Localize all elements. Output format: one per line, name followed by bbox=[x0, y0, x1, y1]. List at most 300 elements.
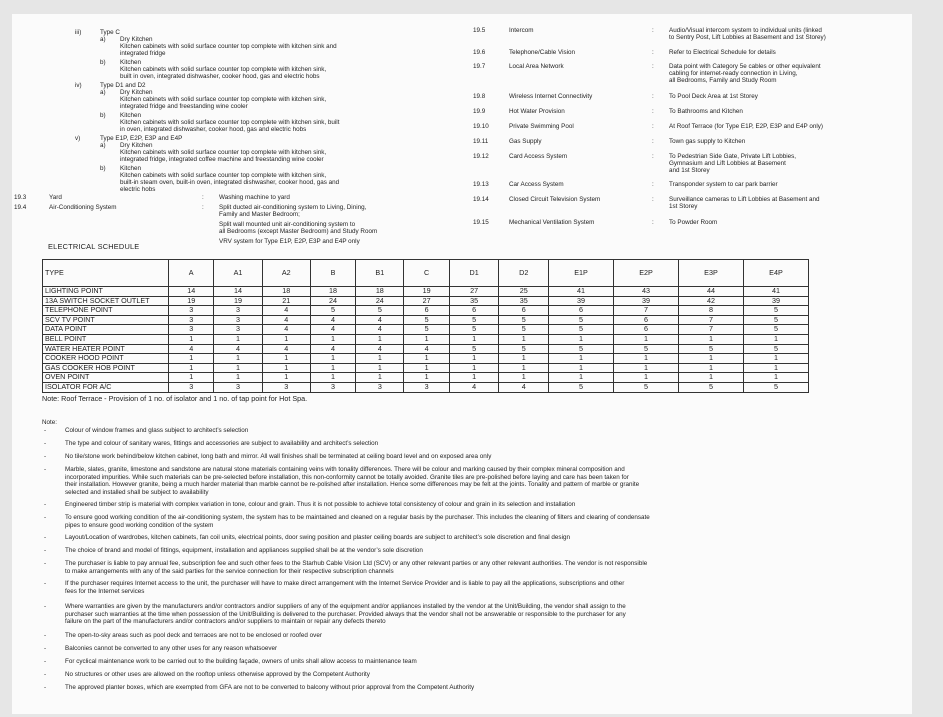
section-label: Gas Supply bbox=[509, 138, 542, 145]
spec-line: Kitchen cabinets with solid surface counter top complete with kitchen sink and bbox=[120, 43, 337, 50]
note-text: to make arrangements with any of the said parties for the service connection for their respective subscription channels bbox=[65, 567, 394, 575]
column-header: D2 bbox=[499, 260, 549, 287]
table-cell: 3 bbox=[310, 382, 355, 392]
section-label: Wireless Internet Connectivity bbox=[509, 93, 593, 100]
section-number: 19.4 bbox=[14, 204, 27, 211]
table-cell: 5 bbox=[743, 306, 808, 316]
table-cell: 3 bbox=[169, 325, 214, 335]
table-cell: 1 bbox=[169, 363, 214, 373]
table-cell: 1 bbox=[678, 354, 743, 364]
table-cell: 1 bbox=[310, 354, 355, 364]
row-label: 13A SWITCH SOCKET OUTLET bbox=[43, 296, 169, 306]
column-header: B bbox=[310, 260, 355, 287]
table-cell: 1 bbox=[549, 373, 614, 383]
note-text: pipes to ensure good working condition of the system bbox=[65, 521, 214, 529]
table-cell: 1 bbox=[214, 363, 262, 373]
table-cell: 1 bbox=[499, 334, 549, 344]
sub-heading: Dry Kitchen bbox=[120, 36, 153, 43]
table-cell: 1 bbox=[169, 334, 214, 344]
table-cell: 4 bbox=[310, 325, 355, 335]
table-cell: 1 bbox=[262, 334, 310, 344]
section-label: Telephone/Cable Vision bbox=[509, 49, 576, 56]
table-cell: 39 bbox=[614, 296, 679, 306]
sub-letter: a) bbox=[100, 36, 106, 43]
section-text: Data point with Category 5e cables or other equivalent bbox=[669, 63, 821, 70]
table-cell: 6 bbox=[499, 306, 549, 316]
table-cell: 27 bbox=[404, 296, 449, 306]
table-cell: 24 bbox=[310, 296, 355, 306]
colon: : bbox=[202, 194, 204, 201]
section-number: 19.8 bbox=[473, 93, 486, 100]
table-cell: 1 bbox=[743, 373, 808, 383]
bullet-dash: - bbox=[44, 645, 47, 652]
bullet-dash: - bbox=[44, 547, 47, 554]
spec-line: Kitchen cabinets with solid surface counter top complete with kitchen sink, bbox=[120, 149, 327, 156]
section-text: Town gas supply to Kitchen bbox=[669, 138, 746, 145]
sub-letter: a) bbox=[100, 142, 106, 149]
bullet-dash: - bbox=[44, 560, 47, 567]
colon: : bbox=[652, 181, 654, 188]
table-cell: 1 bbox=[449, 363, 499, 373]
table-cell: 5 bbox=[404, 315, 449, 325]
section-text: Surveillance cameras to Lift Lobbies at Basement and bbox=[669, 196, 820, 203]
note-text: Marble, slates, granite, limestone and sandstone are natural stone materials containing veins with tonality differences. There will be colour and marking caused by their complex mineral composition and bbox=[65, 466, 625, 473]
note-text: Where warranties are given by the manufacturers and/or contractors and/or suppliers of any of the equipment and/or appliances installed by the vendor at the Unit/Building, the vendor shall assign to the bbox=[65, 603, 626, 610]
section-text: Family and Master Bedroom; bbox=[219, 211, 300, 218]
table-cell: 1 bbox=[356, 373, 404, 383]
note-text: purchaser such warranties at the time when possession of the Unit/Building is delivered to the purchaser. Provided always that the vendor shall not be answerable or responsible to the purchaser for any bbox=[65, 610, 626, 618]
section-text: Transponder system to car park barrier bbox=[669, 181, 778, 188]
section-number: 19.11 bbox=[473, 138, 489, 145]
column-header: B1 bbox=[356, 260, 404, 287]
table-header-row bbox=[43, 260, 809, 287]
table-cell: 1 bbox=[356, 354, 404, 364]
section-label: Mechanical Ventilation System bbox=[509, 219, 595, 226]
table-cell: 1 bbox=[678, 373, 743, 383]
bullet-dash: - bbox=[44, 671, 47, 678]
table-cell: 4 bbox=[356, 325, 404, 335]
table-cell: 1 bbox=[743, 354, 808, 364]
sub-heading: Dry Kitchen bbox=[120, 142, 153, 149]
colon: : bbox=[652, 219, 654, 226]
sub-letter: b) bbox=[100, 112, 106, 119]
table-cell: 1 bbox=[262, 354, 310, 364]
schedule-title: ELECTRICAL SCHEDULE bbox=[48, 242, 140, 251]
section-label: Closed Circuit Television System bbox=[509, 196, 601, 203]
table-cell: 3 bbox=[214, 325, 262, 335]
table-cell: 4 bbox=[356, 344, 404, 354]
table-cell: 4 bbox=[356, 315, 404, 325]
table-cell: 5 bbox=[549, 315, 614, 325]
row-label: BELL POINT bbox=[43, 334, 169, 344]
table-cell: 1 bbox=[214, 373, 262, 383]
sub-heading: Kitchen bbox=[120, 112, 142, 119]
section-number: 19.5 bbox=[473, 27, 486, 34]
note-text: The purchaser is liable to pay annual fee, subscription fee and such other fees to the Starhub Cable Vision Ltd (SCV) or any other relevant parties or any other relevant authorities. The vendor is not responsible bbox=[65, 560, 648, 567]
table-cell: 18 bbox=[356, 287, 404, 297]
bullet-dash: - bbox=[44, 514, 47, 521]
section-number: 19.7 bbox=[473, 63, 486, 70]
bullet-dash: - bbox=[44, 440, 47, 447]
colon: : bbox=[652, 93, 654, 100]
column-header: C bbox=[404, 260, 449, 287]
table-cell: 18 bbox=[262, 287, 310, 297]
item-title: Type C bbox=[100, 29, 120, 36]
table-cell: 5 bbox=[499, 344, 549, 354]
section-label: Air-Conditioning System bbox=[49, 204, 117, 211]
colon: : bbox=[652, 49, 654, 56]
colon: : bbox=[652, 138, 654, 145]
table-cell: 4 bbox=[310, 315, 355, 325]
table-row bbox=[43, 373, 809, 383]
table-cell: 5 bbox=[449, 325, 499, 335]
table-cell: 7 bbox=[614, 306, 679, 316]
table-cell: 1 bbox=[449, 334, 499, 344]
table-cell: 5 bbox=[743, 382, 808, 392]
table-cell: 4 bbox=[262, 315, 310, 325]
section-text: Split ducted air-conditioning system to Living, Dining, bbox=[219, 204, 367, 211]
table-cell: 3 bbox=[169, 306, 214, 316]
table-cell: 21 bbox=[262, 296, 310, 306]
table-cell: 4 bbox=[404, 344, 449, 354]
colon: : bbox=[652, 153, 654, 160]
table-cell: 4 bbox=[262, 306, 310, 316]
table-cell: 1 bbox=[404, 334, 449, 344]
colon: : bbox=[202, 204, 204, 211]
table-cell: 19 bbox=[169, 296, 214, 306]
bullet-dash: - bbox=[44, 603, 47, 610]
note-text: No structures or other uses are allowed on the rooftop unless otherwise approved by the Competent Authority bbox=[65, 671, 370, 678]
bullet-dash: - bbox=[44, 658, 47, 665]
table-cell: 5 bbox=[549, 325, 614, 335]
table-cell: 1 bbox=[356, 334, 404, 344]
row-label: SCV TV POINT bbox=[43, 315, 169, 325]
note-text: The type and colour of sanitary wares, fittings and accessories are subject to availability and architect’s selection bbox=[65, 440, 379, 447]
table-cell: 3 bbox=[214, 382, 262, 392]
row-label: LIGHTING POINT bbox=[43, 287, 169, 297]
table-cell: 1 bbox=[549, 334, 614, 344]
table-cell: 1 bbox=[262, 363, 310, 373]
spec-line: Kitchen cabinets with solid surface counter top complete with kitchen sink, bbox=[120, 66, 327, 73]
table-cell: 1 bbox=[404, 363, 449, 373]
bullet-dash: - bbox=[44, 632, 47, 639]
spec-line: integrated fridge bbox=[120, 50, 166, 57]
document-page bbox=[12, 14, 912, 714]
table-cell: 7 bbox=[678, 315, 743, 325]
table-cell: 8 bbox=[678, 306, 743, 316]
section-label: Card Access System bbox=[509, 153, 568, 160]
section-label: Private Swimming Pool bbox=[509, 123, 574, 130]
table-cell: 5 bbox=[499, 315, 549, 325]
note-text: incorporated impurities. While such materials can be pre-selected before installation, this non-conformity cannot be totally avoided. Granite tiles are pre-polished before laying and care has been taken for bbox=[65, 473, 629, 481]
note-text: Balconies cannot be converted to any other uses for any reason whatsoever bbox=[65, 645, 278, 652]
section-number: 19.9 bbox=[473, 108, 486, 115]
table-cell: 4 bbox=[262, 325, 310, 335]
table-row bbox=[43, 306, 809, 316]
table-cell: 4 bbox=[449, 382, 499, 392]
table-cell: 1 bbox=[449, 373, 499, 383]
table-cell: 5 bbox=[678, 344, 743, 354]
section-text: to Sentry Post, Lift Lobbies at Basement and 1st Storey) bbox=[669, 34, 826, 42]
row-label: DATA POINT bbox=[43, 325, 169, 335]
table-cell: 1 bbox=[678, 334, 743, 344]
sub-heading: Dry Kitchen bbox=[120, 89, 153, 96]
section-number: 19.12 bbox=[473, 153, 489, 160]
electrical-schedule-table bbox=[42, 259, 809, 393]
column-header: E2P bbox=[614, 260, 679, 287]
note-text: No tile/stone work behind/below kitchen cabinet, long bath and mirror. All wall finishes shall be terminated at ceiling board level and on exposed area only bbox=[65, 453, 492, 460]
colon: : bbox=[652, 27, 654, 34]
spec-line: Kitchen cabinets with solid surface counter top complete with kitchen sink, built bbox=[120, 119, 340, 126]
section-text: all Bedrooms, Family and Study Room bbox=[669, 77, 777, 85]
section-text: cabling for internet-ready connection in Living, bbox=[669, 70, 798, 78]
note-text: The choice of brand and model of fittings, equipment, installation and appliances supplied shall be at the vendor’s sole discretion bbox=[65, 547, 423, 554]
bullet-dash: - bbox=[44, 466, 47, 473]
table-cell: 6 bbox=[449, 306, 499, 316]
table-row bbox=[43, 334, 809, 344]
row-label: TELEPHONE POINT bbox=[43, 306, 169, 316]
note-text: failure on the part of the manufacturers and/or contractors and/or suppliers to maintain or repair any defects thereto bbox=[65, 618, 386, 626]
table-cell: 4 bbox=[262, 344, 310, 354]
table-cell: 5 bbox=[743, 325, 808, 335]
table-cell: 5 bbox=[356, 306, 404, 316]
note-text: The approved planter boxes, which are exempted from GFA are not to be converted to balcony without prior approval from the Competent Authority bbox=[65, 684, 475, 691]
section-text: At Roof Terrace (for Type E1P, E2P, E3P and E4P only) bbox=[669, 123, 824, 130]
colon: : bbox=[652, 63, 654, 70]
table-cell: 35 bbox=[499, 296, 549, 306]
schedule-footnote: Note: Roof Terrace - Provision of 1 no. of isolator and 1 no. of tap point for Hot Spa. bbox=[42, 394, 308, 403]
colon: : bbox=[652, 108, 654, 115]
table-cell: 1 bbox=[499, 373, 549, 383]
spec-line: Kitchen cabinets with solid surface counter top complete with kitchen sink, bbox=[120, 172, 327, 179]
table-cell: 6 bbox=[549, 306, 614, 316]
note-text: For cyclical maintenance work to be carried out to the building façade, owners of units shall allow access to maintenance team bbox=[65, 658, 417, 665]
table-cell: 1 bbox=[743, 363, 808, 373]
column-header: A bbox=[169, 260, 214, 287]
table-cell: 27 bbox=[449, 287, 499, 297]
table-cell: 3 bbox=[169, 382, 214, 392]
item-title: Type D1 and D2 bbox=[100, 82, 146, 89]
section-number: 19.15 bbox=[473, 219, 489, 226]
table-cell: 6 bbox=[614, 315, 679, 325]
table-cell: 1 bbox=[214, 334, 262, 344]
section-text: and 1st Storey bbox=[669, 167, 710, 175]
table-cell: 14 bbox=[169, 287, 214, 297]
table-cell: 5 bbox=[549, 382, 614, 392]
table-cell: 4 bbox=[169, 344, 214, 354]
table-cell: 1 bbox=[614, 334, 679, 344]
section-text: all Bedrooms (except Master Bedroom) and Study Room bbox=[219, 228, 378, 235]
section-text: To Powder Room bbox=[669, 219, 718, 226]
table-cell: 5 bbox=[614, 344, 679, 354]
colon: : bbox=[652, 196, 654, 203]
table-cell: 3 bbox=[356, 382, 404, 392]
table-cell: 3 bbox=[262, 382, 310, 392]
table-cell: 1 bbox=[262, 373, 310, 383]
table-cell: 24 bbox=[356, 296, 404, 306]
table-cell: 19 bbox=[404, 287, 449, 297]
table-cell: 3 bbox=[214, 306, 262, 316]
colon: : bbox=[652, 123, 654, 130]
table-cell: 3 bbox=[404, 382, 449, 392]
section-label: Intercom bbox=[509, 27, 534, 34]
section-text: To Pool Deck Area at 1st Storey bbox=[669, 93, 758, 100]
table-cell: 1 bbox=[169, 354, 214, 364]
section-number: 19.6 bbox=[473, 49, 486, 56]
bullet-dash: - bbox=[44, 427, 47, 434]
notes-heading: Note: bbox=[42, 419, 58, 426]
section-text: To Pedestrian Side Gate, Private Lift Lobbies, bbox=[669, 153, 797, 160]
item-number: iv) bbox=[75, 82, 82, 89]
table-cell: 14 bbox=[214, 287, 262, 297]
table-cell: 5 bbox=[549, 344, 614, 354]
table-cell: 1 bbox=[743, 334, 808, 344]
section-label: Hot Water Provision bbox=[509, 108, 565, 115]
item-number: iii) bbox=[75, 29, 82, 36]
column-header: A2 bbox=[262, 260, 310, 287]
section-number: 19.13 bbox=[473, 181, 489, 188]
table-cell: 5 bbox=[614, 382, 679, 392]
table-cell: 19 bbox=[214, 296, 262, 306]
bullet-dash: - bbox=[44, 580, 47, 587]
table-cell: 4 bbox=[310, 344, 355, 354]
note-text: The open-to-sky areas such as pool deck and terraces are not to be enclosed or roofed over bbox=[65, 632, 322, 639]
column-header: A1 bbox=[214, 260, 262, 287]
column-header: D1 bbox=[449, 260, 499, 287]
table-cell: 1 bbox=[356, 363, 404, 373]
section-text: Washing machine to yard bbox=[219, 194, 290, 201]
table-cell: 1 bbox=[404, 354, 449, 364]
row-label: WATER HEATER POINT bbox=[43, 344, 169, 354]
table-cell: 1 bbox=[214, 354, 262, 364]
table-cell: 35 bbox=[449, 296, 499, 306]
row-label: COOKER HOOD POINT bbox=[43, 354, 169, 364]
table-cell: 1 bbox=[678, 363, 743, 373]
table-cell: 1 bbox=[499, 363, 549, 373]
spec-line: integrated fridge and freestanding wine cooler bbox=[120, 103, 248, 110]
spec-line: in oven, integrated dishwasher, cooker hood, gas and electric hobs bbox=[120, 126, 307, 133]
table-cell: 5 bbox=[678, 382, 743, 392]
table-cell: 3 bbox=[169, 315, 214, 325]
note-text: Layout/Location of wardrobes, kitchen cabinets, fan coil units, electrical points, door swing position and plaster ceiling boards are subject to architect’s sole discretion and final design bbox=[65, 534, 570, 541]
bullet-dash: - bbox=[44, 534, 47, 541]
section-label: Car Access System bbox=[509, 181, 564, 188]
bullet-dash: - bbox=[44, 684, 47, 691]
table-cell: 1 bbox=[310, 373, 355, 383]
section-number: 19.14 bbox=[473, 196, 489, 203]
table-cell: 39 bbox=[743, 296, 808, 306]
table-cell: 5 bbox=[743, 315, 808, 325]
table-cell: 1 bbox=[310, 334, 355, 344]
table-cell: 7 bbox=[678, 325, 743, 335]
item-title: Type E1P, E2P, E3P and E4P bbox=[100, 135, 183, 142]
table-cell: 1 bbox=[549, 354, 614, 364]
column-header: E3P bbox=[678, 260, 743, 287]
table-cell: 43 bbox=[614, 287, 679, 297]
table-cell: 5 bbox=[499, 325, 549, 335]
table-cell: 4 bbox=[499, 382, 549, 392]
note-text: fees for the Internet services bbox=[65, 587, 145, 595]
table-cell: 3 bbox=[214, 315, 262, 325]
table-row bbox=[43, 287, 809, 297]
table-row bbox=[43, 382, 809, 392]
table-cell: 1 bbox=[169, 373, 214, 383]
spec-line: Kitchen cabinets with solid surface counter top complete with kitchen sink, bbox=[120, 96, 327, 103]
sub-letter: a) bbox=[100, 89, 106, 96]
table-cell: 39 bbox=[549, 296, 614, 306]
table-cell: 6 bbox=[404, 306, 449, 316]
row-label: ISOLATOR FOR A/C bbox=[43, 382, 169, 392]
table-cell: 5 bbox=[743, 344, 808, 354]
table-cell: 1 bbox=[499, 354, 549, 364]
section-number: 19.3 bbox=[14, 194, 27, 201]
section-text: Gymnasium and Lift Lobbies at Basement bbox=[669, 160, 786, 168]
table-cell: 5 bbox=[449, 315, 499, 325]
item-number: v) bbox=[75, 135, 81, 142]
table-cell: 1 bbox=[549, 363, 614, 373]
column-header-type: TYPE bbox=[43, 260, 169, 287]
table-cell: 6 bbox=[614, 325, 679, 335]
table-cell: 5 bbox=[449, 344, 499, 354]
table-cell: 1 bbox=[404, 373, 449, 383]
table-cell: 41 bbox=[743, 287, 808, 297]
sub-heading: Kitchen bbox=[120, 59, 142, 66]
bullet-dash: - bbox=[44, 453, 47, 460]
column-header: E4P bbox=[743, 260, 808, 287]
table-cell: 44 bbox=[678, 287, 743, 297]
section-text: Audio/Visual intercom system to individual units (linked bbox=[669, 27, 822, 34]
note-text: Engineered timber strip is material with complex variation in tone, colour and grain. Thus it is not possible to achieve total consistency of colour and grain in its selection and installation bbox=[65, 501, 576, 508]
note-text: Colour of window frames and glass subject to architect’s selection bbox=[65, 427, 249, 434]
section-label: Local Area Network bbox=[509, 63, 564, 70]
section-text: Refer to Electrical Schedule for details bbox=[669, 49, 776, 56]
table-cell: 1 bbox=[449, 354, 499, 364]
section-label: Yard bbox=[49, 194, 62, 201]
section-text: VRV system for Type E1P, E2P, E3P and E4P only bbox=[219, 238, 360, 245]
bullet-dash: - bbox=[44, 501, 47, 508]
table-cell: 1 bbox=[614, 354, 679, 364]
column-header: E1P bbox=[549, 260, 614, 287]
table-cell: 41 bbox=[549, 287, 614, 297]
sub-letter: b) bbox=[100, 59, 106, 66]
table-cell: 1 bbox=[614, 373, 679, 383]
section-text: Split wall mounted unit air-conditioning system to bbox=[219, 221, 356, 228]
row-label: OVEN POINT bbox=[43, 373, 169, 383]
section-text: 1st Storey bbox=[669, 203, 698, 211]
spec-line: built-in steam oven, built-in oven, integrated dishwasher, cooker hood, gas and bbox=[120, 179, 340, 186]
table-cell: 5 bbox=[310, 306, 355, 316]
spec-line: electric hobs bbox=[120, 186, 156, 193]
table-cell: 42 bbox=[678, 296, 743, 306]
note-text: To ensure good working condition of the air-conditioning system, the system has to be maintained and cleaned on a regular basis by the purchaser. This includes the cleaning of filters and clearing of condensate bbox=[65, 514, 650, 521]
table-cell: 18 bbox=[310, 287, 355, 297]
note-text: If the purchaser requires Internet access to the unit, the purchaser will have to make direct arrangement with the Internet Service Provider and is liable to pay all the applications, subscriptions and other bbox=[65, 580, 625, 587]
table-cell: 5 bbox=[404, 325, 449, 335]
section-text: To Bathrooms and Kitchen bbox=[669, 108, 743, 115]
note-text: their installation. However granite, being a much harder material than marble cannot be re-polished after installation. Hence some differences may be felt at the joints. Tonality and pattern of marble or granite bbox=[65, 481, 640, 489]
table-cell: 1 bbox=[614, 363, 679, 373]
sub-letter: b) bbox=[100, 165, 106, 172]
row-label: GAS COOKER HOB POINT bbox=[43, 363, 169, 373]
section-number: 19.10 bbox=[473, 123, 489, 130]
table-cell: 1 bbox=[310, 363, 355, 373]
sub-heading: Kitchen bbox=[120, 165, 142, 172]
spec-line: integrated fridge, integrated coffee machine and freestanding wine cooler bbox=[120, 156, 324, 163]
spec-line: built in oven, integrated dishwasher, cooker hood, gas and electric hobs bbox=[120, 73, 320, 80]
table-row bbox=[43, 354, 809, 364]
table-cell: 25 bbox=[499, 287, 549, 297]
note-text: selected and installed shall be subject to availability bbox=[65, 488, 209, 496]
